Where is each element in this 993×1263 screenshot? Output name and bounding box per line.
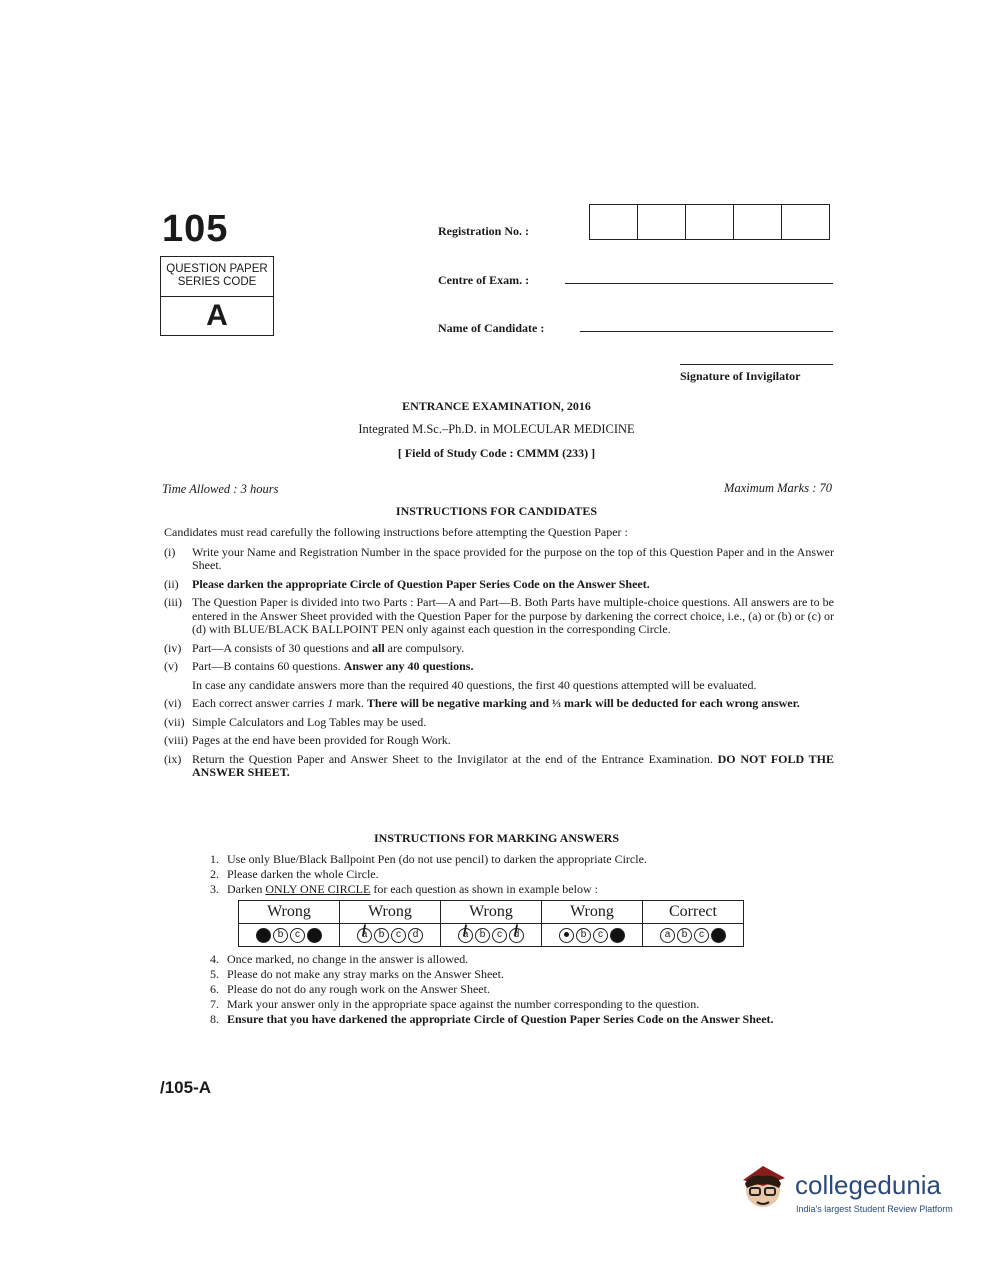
registration-number-boxes[interactable] (589, 204, 830, 240)
series-label-line1: QUESTION PAPER (166, 263, 268, 275)
item-text: Please do not do any rough work on the Answer Sheet. (227, 982, 490, 996)
instruction-item (164, 716, 834, 730)
item-text: Mark your answer only in the appropriate space against the number corresponding to the question. (227, 997, 700, 1011)
item-number: 5. (210, 967, 219, 981)
item-text: Please do not make any stray marks on the Answer Sheet. (227, 967, 504, 981)
text-part: Part—B contains 60 questions. (192, 659, 344, 673)
marking-heading: INSTRUCTIONS FOR MARKING ANSWERS (373, 831, 620, 845)
text-part: Answer any 40 questions. (343, 659, 474, 673)
item-number: (viii) (164, 733, 188, 747)
instruction-item (164, 660, 834, 674)
marking-instructions-continued (195, 952, 835, 1027)
item-text: Please darken the whole Circle. (227, 867, 379, 881)
bubble-b: b (273, 928, 288, 943)
instruction-item (164, 546, 834, 573)
exam-title: ENTRANCE EXAMINATION, 2016 (402, 399, 591, 413)
bubble-c: c (290, 928, 305, 943)
candidate-instructions (164, 526, 834, 785)
marking-item (195, 852, 835, 867)
item-number: (v) (164, 659, 178, 673)
bubble-a (559, 928, 574, 943)
item-number: (vii) (164, 714, 185, 729)
page-code: /105-A (160, 1078, 212, 1097)
item-text: Once marked, no change in the answer is allowed. (227, 952, 469, 966)
text-part: ONLY ONE CIRCLE (265, 882, 371, 896)
item-text: The Question Paper is divided into two Parts : Part—A and Part—B. Both Parts have multiple-choice questions. All answers are to be entered in the Answer Sheet provided with the Question Paper for the purpose by darkening the correct choice, i.e., (a) or (b) or (c) or (d) with BLUE/BLACK BALLPOINT PEN only against each question in the corresponding Circle. (192, 595, 834, 636)
instruction-item (164, 596, 834, 637)
text-part: for each question as shown in example below : (370, 882, 598, 896)
text-part: There will be negative marking and ⅓ mark will be deducted for each wrong answer. (366, 696, 800, 710)
bubble-d: d / (509, 928, 524, 943)
instruction-item (164, 642, 834, 656)
example-correct (643, 924, 744, 947)
marking-example-table (238, 900, 744, 947)
bubble-a: a / (458, 928, 473, 943)
item-number: (i) (164, 544, 176, 559)
text-part: Each correct answer carries (192, 696, 328, 710)
marking-item (195, 997, 835, 1012)
candidate-name-label: Name of Candidate : (438, 321, 545, 335)
item-number: (iii) (164, 595, 182, 609)
marking-instructions (195, 852, 835, 897)
reg-digit-box[interactable] (590, 205, 638, 239)
text-part: mark. (333, 696, 367, 710)
instruction-note: In case any candidate answers more than the required 40 questions, the first 40 questions attempted will be evaluated. (192, 677, 757, 692)
exam-program: Integrated M.Sc.–Ph.D. in MOLECULAR MEDICINE (358, 422, 635, 436)
text-part: 1 (327, 696, 334, 710)
marking-item (195, 982, 835, 997)
item-number: (iv) (164, 640, 182, 655)
registration-label: Registration No. : (438, 224, 529, 238)
marking-item (195, 967, 835, 982)
example-wrong-2 (340, 924, 441, 947)
example-wrong-4 (542, 924, 643, 947)
text-part: DO NOT FOLD THE ANSWER SHEET. (192, 751, 835, 779)
item-text (227, 882, 835, 897)
text-part: Darken (227, 882, 266, 896)
candidate-name-field[interactable] (580, 331, 833, 332)
item-number: 7. (210, 997, 219, 1011)
example-header: Correct (643, 901, 744, 924)
item-text: Please darken the appropriate Circle of Question Paper Series Code on the Answer Sheet. (192, 576, 650, 591)
marking-item (195, 882, 835, 897)
bubble-b: b (374, 928, 389, 943)
collegedunia-brand-text: collegedunia (795, 1170, 942, 1200)
bubble-a: a (256, 928, 271, 943)
instructions-intro: Candidates must read carefully the following instructions before attempting the Question Paper : (164, 525, 628, 539)
bubble-c: c (593, 928, 608, 943)
example-header: Wrong (340, 901, 441, 924)
marking-item (195, 1012, 835, 1027)
example-wrong-3 (441, 924, 542, 947)
item-number: 4. (210, 952, 219, 966)
text-part: Return the Question Paper and Answer Sheet to the Invigilator at the end of the Entrance Examination. (192, 751, 718, 766)
reg-digit-box[interactable] (782, 205, 829, 239)
reg-digit-box[interactable] (638, 205, 686, 239)
item-text: Pages at the end have been provided for Rough Work. (192, 733, 451, 747)
instruction-item (164, 753, 834, 780)
item-text: Use only Blue/Black Ballpoint Pen (do not use pencil) to darken the appropriate Circle. (227, 852, 647, 866)
item-number: 6. (210, 982, 219, 996)
instruction-item (164, 697, 834, 711)
bubble-c: c (391, 928, 406, 943)
marking-item (195, 867, 835, 882)
instruction-item (164, 578, 834, 592)
reg-digit-box[interactable] (734, 205, 782, 239)
text-part: are compulsory. (384, 640, 465, 655)
bubble-b: b (475, 928, 490, 943)
time-allowed: Time Allowed : 3 hours (162, 482, 279, 496)
item-text: Write your Name and Registration Number in the space provided for the purpose on the top of this Question Paper and in the Answer Sheet. (192, 544, 834, 572)
bubble-a: a / (357, 928, 372, 943)
signature-line[interactable] (680, 364, 833, 365)
item-number: (ii) (164, 576, 179, 591)
instruction-item (164, 734, 834, 748)
bubble-c: c (492, 928, 507, 943)
example-header: Wrong (441, 901, 542, 924)
centre-label: Centre of Exam. : (438, 273, 530, 287)
bubble-b: b (576, 928, 591, 943)
item-text: Ensure that you have darkened the appropriate Circle of Question Paper Series Code on the Answer Sheet. (227, 1012, 774, 1026)
item-number: 3. (210, 882, 219, 896)
series-code-label (161, 257, 273, 297)
item-number: 1. (210, 852, 219, 866)
reg-digit-box[interactable] (686, 205, 734, 239)
example-header: Wrong (542, 901, 643, 924)
item-text (192, 753, 834, 780)
item-text (192, 697, 834, 711)
bubble-b: b (677, 928, 692, 943)
item-number: (ix) (164, 751, 182, 766)
series-code-value: A (206, 299, 228, 332)
signature-label: Signature of Invigilator (680, 369, 801, 383)
maximum-marks: Maximum Marks : 70 (724, 481, 832, 495)
marking-item (195, 952, 835, 967)
text-part: Part—A consists of 30 questions and (192, 640, 372, 655)
bubble-d: d (408, 928, 423, 943)
item-text: Simple Calculators and Log Tables may be used. (192, 714, 427, 729)
series-label-line2: SERIES CODE (177, 276, 257, 288)
example-wrong-1 (239, 924, 340, 947)
instructions-heading: INSTRUCTIONS FOR CANDIDATES (395, 504, 598, 518)
series-code-box (160, 256, 274, 336)
collegedunia-tagline: India's largest Student Review Platform (796, 1204, 953, 1214)
example-header: Wrong (239, 901, 340, 924)
bubble-c: c (694, 928, 709, 943)
item-number: (vi) (164, 696, 182, 710)
paper-number: 105 (162, 208, 229, 250)
bubble-d: d (307, 928, 322, 943)
bubble-a: a (660, 928, 675, 943)
item-number: 8. (210, 1012, 219, 1026)
item-text (192, 642, 834, 656)
item-text (192, 660, 834, 674)
bubble-d: d (610, 928, 625, 943)
bubble-d: d (711, 928, 726, 943)
item-number: 2. (210, 867, 219, 881)
field-of-study-code: [ Field of Study Code : CMMM (233) ] (397, 446, 596, 460)
text-part: all (372, 640, 385, 655)
centre-field[interactable] (565, 283, 833, 284)
